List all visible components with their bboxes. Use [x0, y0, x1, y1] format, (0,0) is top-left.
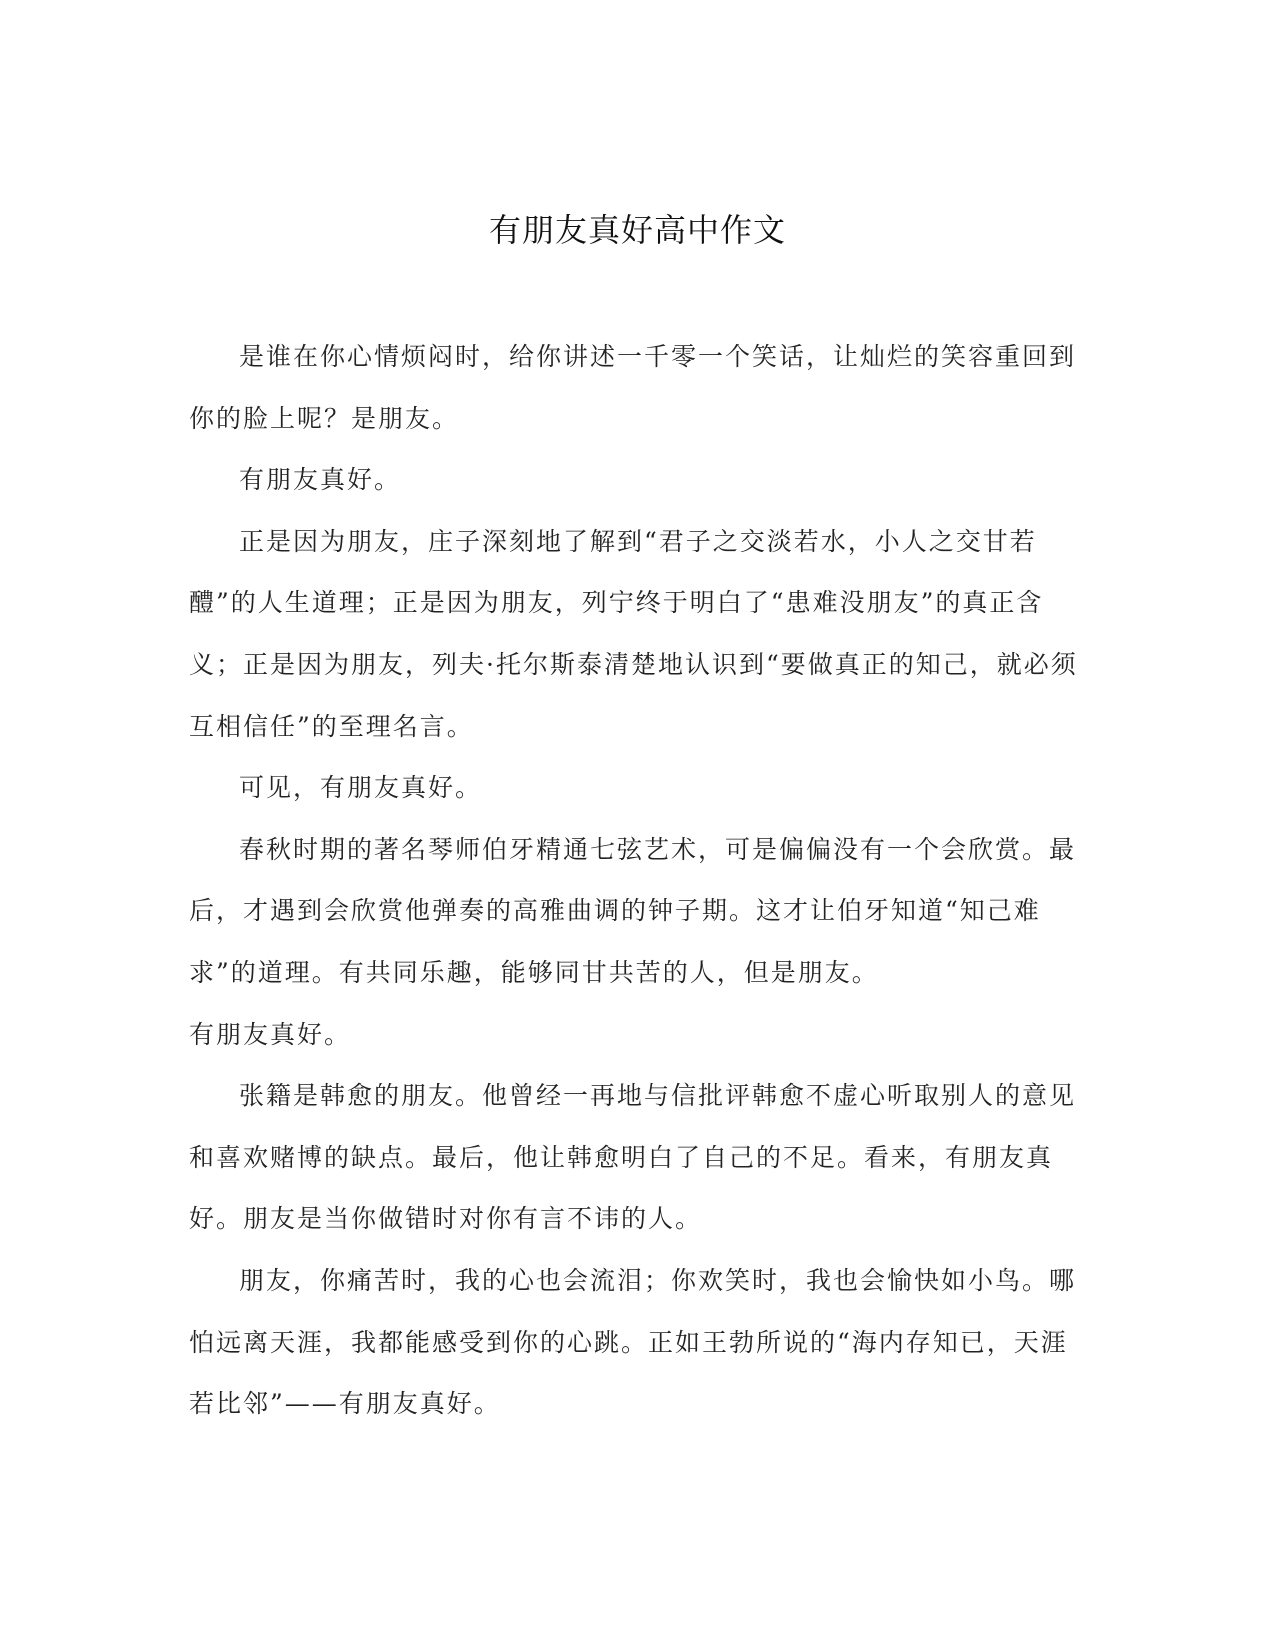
paragraph: 张籍是韩愈的朋友。他曾经一再地与信批评韩愈不虚心听取别人的意见和喜欢赌博的缺点。最后，他让韩愈明白了自己的不足。看来，有朋友真好。朋友是当你做错时对你有言不讳的人。 [189, 1081, 1077, 1234]
paragraph: 朋友，你痛苦时，我的心也会流泪；你欢笑时，我也会愉快如小鸟。哪怕远离天涯，我都能感受到你的心跳。正如王勃所说的“海内存知已，天涯若比邻”——有朋友真好。 [189, 1265, 1077, 1419]
paragraph: 有朋友真好。 [239, 465, 402, 495]
paragraph: 可见，有朋友真好。 [239, 773, 483, 803]
document-body [189, 326, 1089, 1435]
paragraph: 春秋时期的著名琴师伯牙精通七弦艺术，可是偏偏没有一个会欣赏。最后，才遇到会欣赏他弹奏的高雅曲调的钟子期。这才让伯牙知道“知己难求”的道理。有共同乐趣，能够同甘共苦的人，但是朋友。 [189, 834, 1077, 987]
paragraph: 有朋友真好。 [189, 1019, 352, 1049]
paragraph: 是谁在你心情烦闷时，给你讲述一千零一个笑话，让灿烂的笑容重回到你的脸上呢？是朋友。 [189, 342, 1077, 433]
paragraph: 正是因为朋友，庄子深刻地了解到“君子之交淡若水，小人之交甘若醴”的人生道理；正是因为朋友，列宁终于明白了“患难没朋友”的真正含义；正是因为朋友，列夫·托尔斯泰清楚地认识到“要做真正的知己，就必须互相信任”的至理名言。 [189, 526, 1078, 741]
document-title: 有朋友真好高中作文 [488, 211, 786, 249]
